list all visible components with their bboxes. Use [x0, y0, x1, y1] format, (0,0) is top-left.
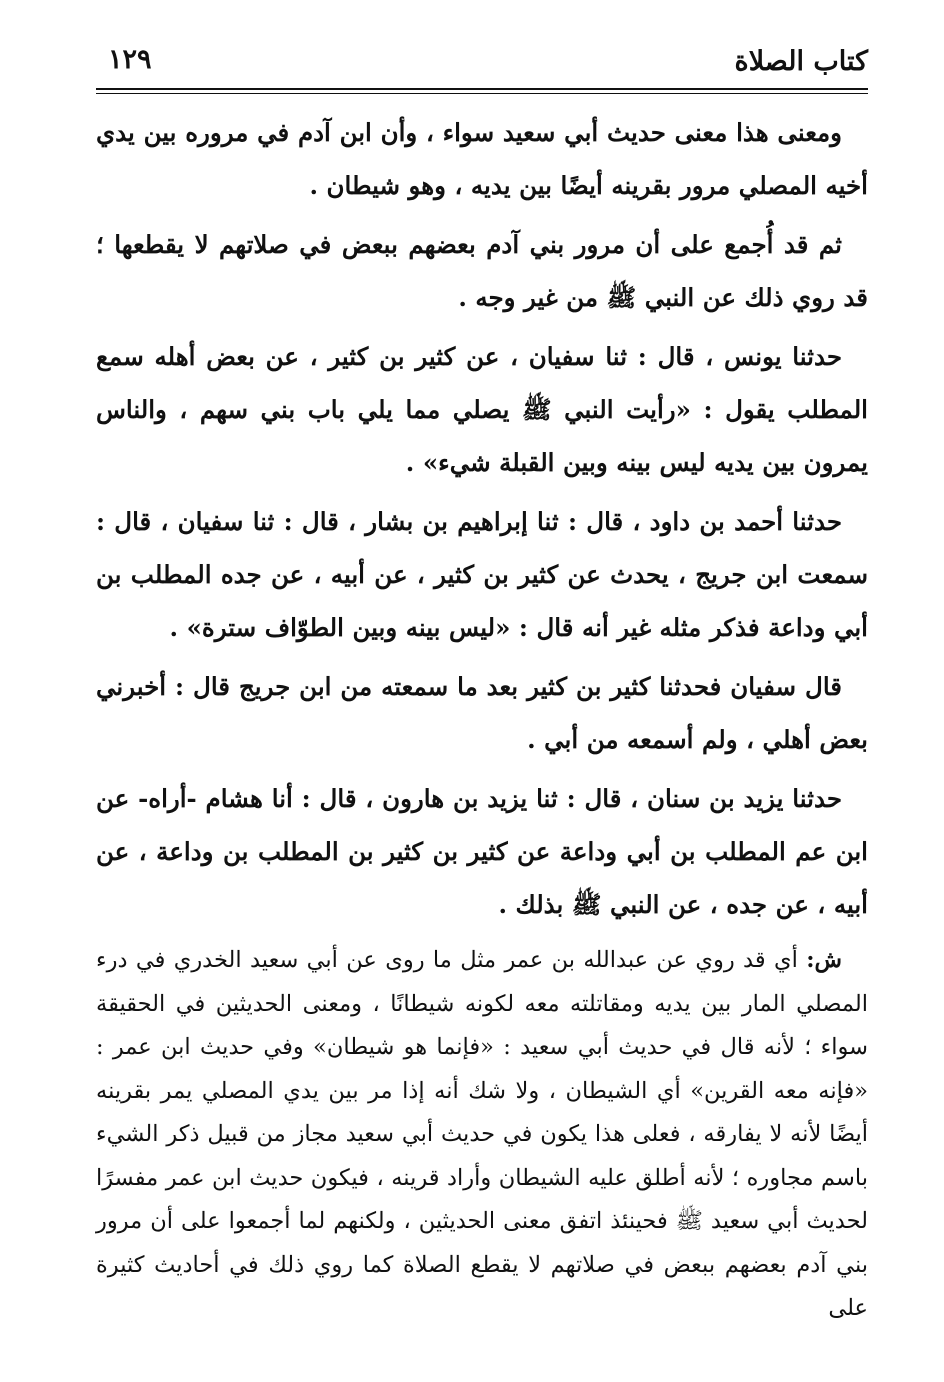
paragraph: ثم قد أُجمع على أن مرور بني آدم بعضهم ببعض في صلاتهم لا يقطعها ؛ قد روي ذلك عن النبي ﷺ من غير وجه . — [96, 230, 868, 312]
paragraph: حدثنا يزيد بن سنان ، قال : ثنا يزيد بن هارون ، قال : أنا هشام -أراه- عن ابن عم المطلب بن أبي وداعة عن كثير بن كثير بن المطلب بن وداعة ، عن أبيه ، عن جده ، عن النبي ﷺ بذلك . — [96, 784, 868, 919]
paragraph: قال سفيان فحدثنا كثير بن كثير بعد ما سمعته من ابن جريج قال : أخبرني بعض أهلي ، ولم أسمعه من أبي . — [96, 672, 868, 754]
paragraph: حدثنا يونس ، قال : ثنا سفيان ، عن كثير بن كثير ، عن بعض أهله سمع المطلب يقول : «رأيت النبي ﷺ يصلي مما يلي باب بني سهم ، والناس يمرون بين يديه ليس بينه وبين القبلة شيء» . — [96, 342, 868, 477]
page-header — [96, 40, 868, 86]
paragraph: حدثنا أحمد بن داود ، قال : ثنا إبراهيم بن بشار ، قال : ثنا سفيان ، قال : سمعت ابن جريج ، يحدث عن كثير بن كثير ، عن أبيه ، عن جده المطلب بن أبي وداعة فذكر مثله غير أنه قال : «ليس بينه وبين الطوّاف سترة» . — [96, 507, 868, 642]
chapter-title: كتاب الصلاة — [734, 46, 868, 77]
commentary — [96, 939, 868, 1331]
main-text — [96, 106, 868, 931]
commentary-text: أي قد روي عن عبدالله بن عمر مثل ما روى عن أبي سعيد الخدري في درء المصلي المار بين يديه ومقاتلته معه لكونه شيطانًا ، ومعنى الحديثين في الحقيقة سواء ؛ لأنه قال في حديث أبي سعيد : «فإنما هو شيطان» وفي حديث ابن عمر : «فإنه معه القرين» أي الشيطان ، ولا شك أنه إذا مر بين يدي المصلي يمر بقرينه أيضًا لأنه لا يفارقه ، فعلى هذا يكون في حديث أبي سعيد مجاز من قبيل ذكر الشيء باسم مجاوره ؛ لأنه أطلق عليه الشيطان وأراد قرينه ، فيكون حديث ابن عمر مفسرًا لحديث أبي سعيد ﷺ فحينئذ اتفق معنى الحديثين ، ولكنهم لما أجمعوا على أن مرور بني آدم بعضهم ببعض في صلاتهم لا يقطع الصلاة كما روي ذلك في أحاديث كثيرة على — [96, 947, 868, 1321]
page-number: ١٢٩ — [108, 44, 152, 75]
commentary-marker: ش: — [806, 947, 842, 973]
book-page — [96, 40, 868, 1331]
header-rule-thin — [96, 93, 868, 94]
header-rule — [96, 88, 868, 90]
paragraph: ومعنى هذا معنى حديث أبي سعيد سواء ، وأن ابن آدم في مروره بين يدي أخيه المصلي مرور بقرينه أيضًا بين يديه ، وهو شيطان . — [96, 118, 868, 200]
